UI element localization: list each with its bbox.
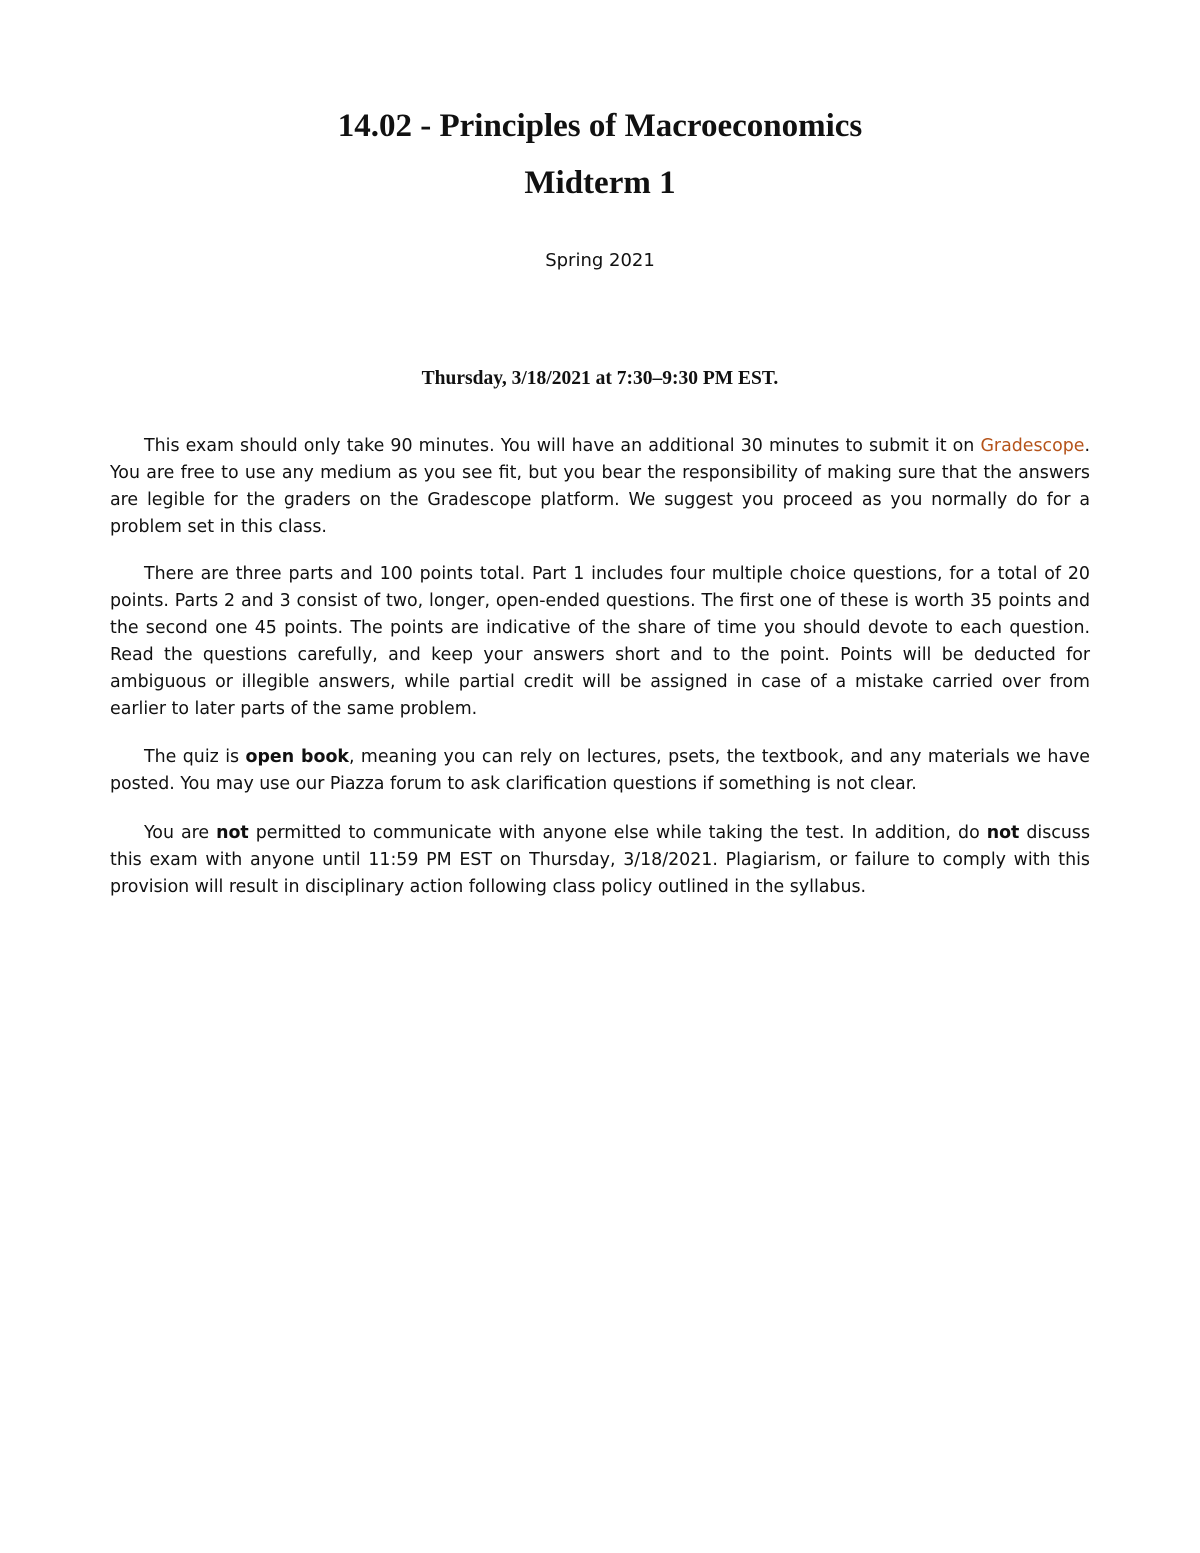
instructions-paragraph-points: There are three parts and 100 points total. Part 1 includes four multiple choice questions, for a total of 20 points. Parts 2 and 3 consist of two, longer, open-ended questions. The first one of these is worth 35 points and the second one 45 points. The points are indicative of the share of time you should devote to each question. Read the questions carefully, and keep your answers short and to the point. Points will be deducted for ambiguous or illegible answers, while partial credit will be assigned in case of a mistake carried over from earlier to later parts of the same problem.: [110, 564, 1090, 719]
open-book-emphasis: open book: [245, 747, 349, 767]
p4-text-1: You are: [144, 823, 217, 843]
p4-text-3: discuss this exam with anyone until 11:59 PM EST on Thursday, 3/18/2021. Plagiarism, or failure to comply with this provision will result in disciplinary action following class policy outlined in the syllabus.: [110, 823, 1090, 897]
p1-text-before: This exam should only take 90 minutes. You will have an additional 30 minutes to submit it on: [144, 436, 981, 456]
gradescope-link[interactable]: Gradescope: [980, 436, 1085, 456]
instructions-paragraph-open-book: [110, 744, 1090, 798]
exam-datetime: Thursday, 3/18/2021 at 7:30–9:30 PM EST.: [421, 368, 779, 389]
not-emphasis-1: not: [216, 823, 249, 843]
instructions-paragraph-time: [110, 433, 1090, 541]
p3-text-after: , meaning you can rely on lectures, psets, the textbook, and any materials we have posted. You may use our Piazza forum to ask clarification questions if something is not clear.: [110, 747, 1090, 794]
exam-cover-page: [110, 0, 1090, 1553]
instructions-paragraph-honor-code: [110, 820, 1090, 901]
p1-text-after: . You are free to use any medium as you see fit, but you bear the responsibility of making sure that the answers are legible for the graders on the Gradescope platform. We suggest you proceed as you normally do for a problem set in this class.: [110, 436, 1090, 537]
term-label: Spring 2021: [545, 250, 655, 271]
not-emphasis-2: not: [986, 823, 1020, 843]
p4-text-2: permitted to communicate with anyone else while taking the test. In addition, do: [248, 823, 987, 843]
p3-text-before: The quiz is: [144, 747, 246, 767]
course-title: 14.02 - Principles of Macroeconomics: [337, 108, 863, 144]
exam-title: Midterm 1: [524, 165, 676, 201]
